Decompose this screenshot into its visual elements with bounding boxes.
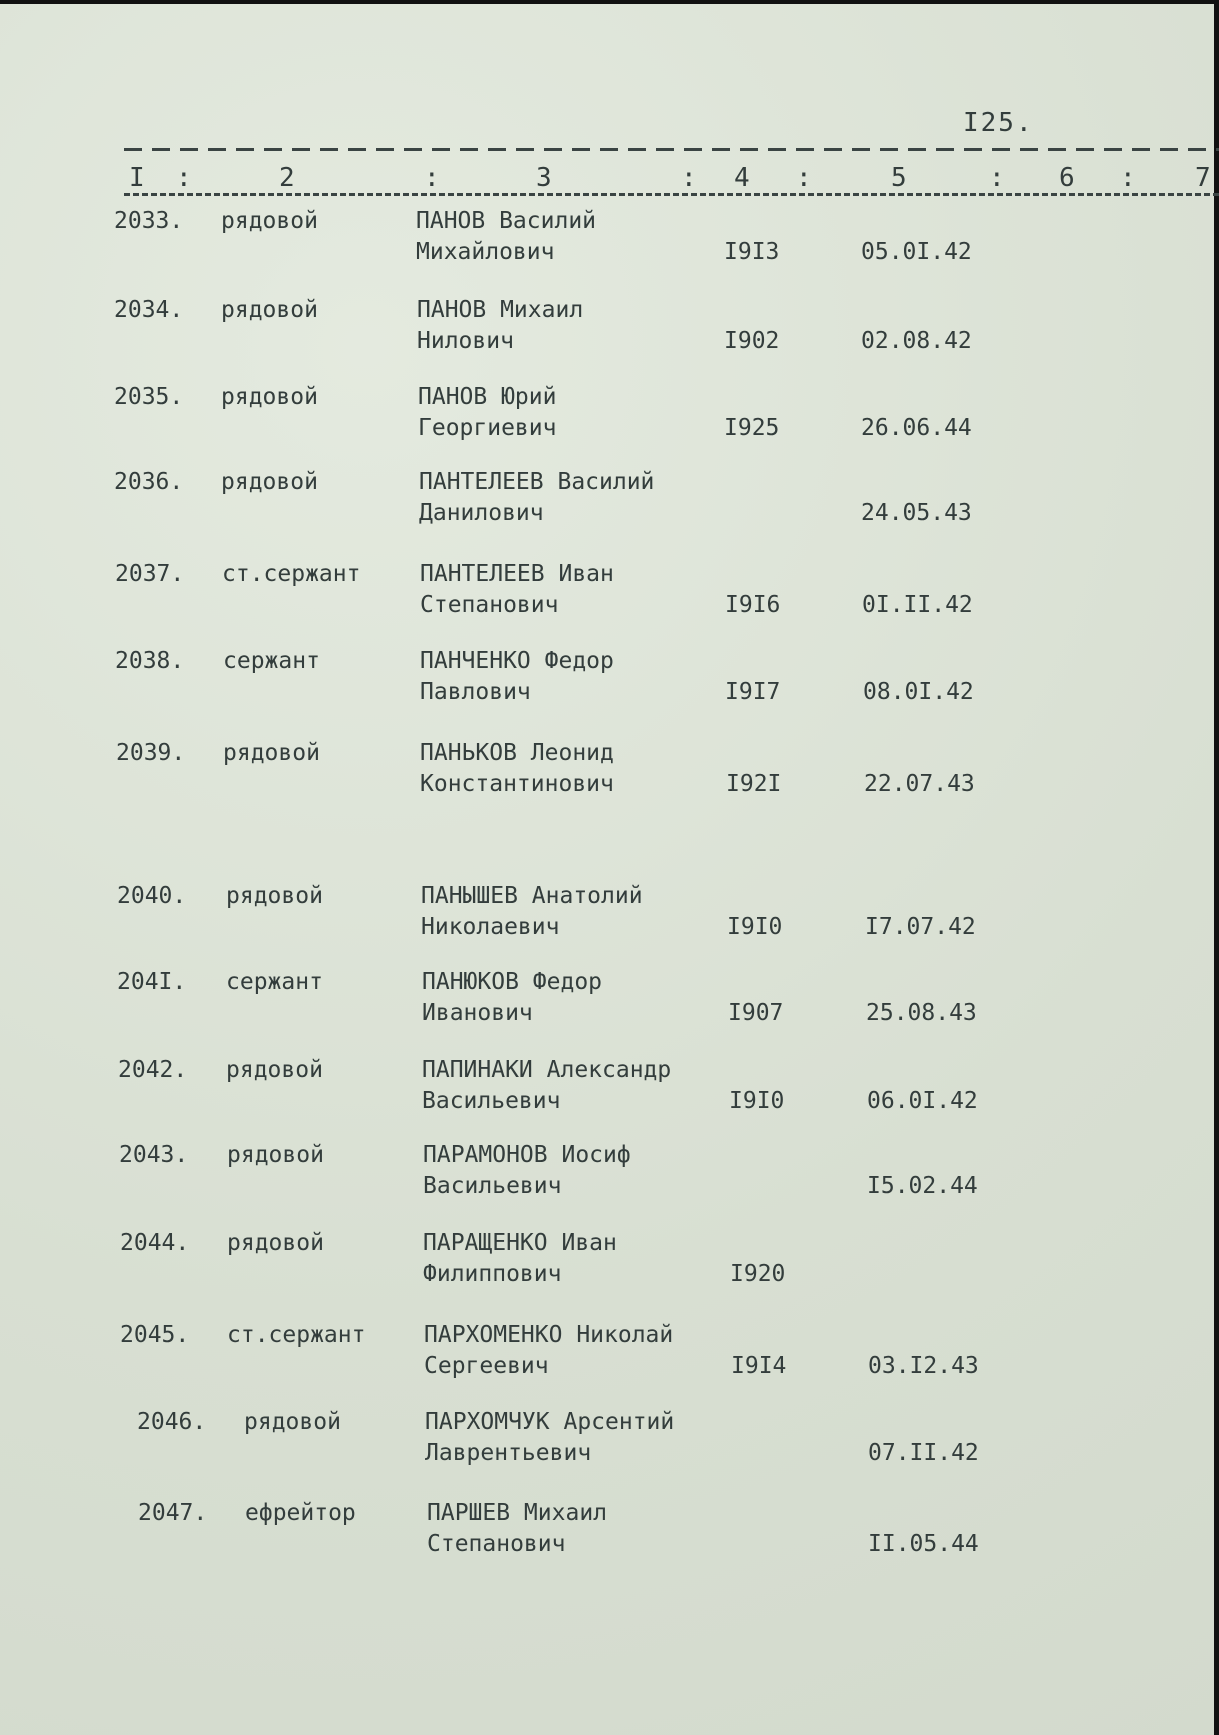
patronymic: Павлович bbox=[420, 679, 531, 705]
military-rank: ст.сержант bbox=[222, 561, 361, 587]
military-rank: рядовой bbox=[226, 1057, 323, 1083]
patronymic: Васильевич bbox=[423, 1173, 562, 1199]
military-rank: рядовой bbox=[226, 883, 323, 909]
patronymic: Степанович bbox=[420, 592, 559, 618]
surname-given-name: ПАНЮКОВ Федор bbox=[422, 969, 603, 995]
record-date: 22.07.43 bbox=[864, 771, 975, 797]
record-number: 2038. bbox=[115, 648, 185, 674]
column-header-row bbox=[124, 163, 1219, 196]
surname-given-name: ПАНОВ Юрий bbox=[418, 384, 557, 410]
table-row bbox=[0, 469, 1219, 531]
surname-given-name: ПАНОВ Михаил bbox=[417, 297, 584, 323]
military-rank: ефрейтор bbox=[245, 1500, 356, 1526]
birth-year: I925 bbox=[724, 415, 780, 441]
patronymic: Николаевич bbox=[421, 914, 560, 940]
surname-given-name: ПАНЧЕНКО Федор bbox=[420, 648, 614, 674]
patronymic: Сергеевич bbox=[424, 1353, 549, 1379]
record-number: 2035. bbox=[114, 384, 184, 410]
military-rank: рядовой bbox=[221, 384, 318, 410]
column-separator: : bbox=[424, 163, 440, 193]
surname-given-name: ПАНТЕЛЕЕВ Иван bbox=[420, 561, 614, 587]
surname-given-name: ПАРХОМЕНКО Николай bbox=[424, 1322, 674, 1348]
surname-given-name: ПАНОВ Василий bbox=[416, 208, 597, 234]
table-row bbox=[0, 208, 1219, 270]
military-rank: ст.сержант bbox=[227, 1322, 366, 1348]
surname-given-name: ПАРХОМЧУК Арсентий bbox=[425, 1409, 675, 1435]
column-header: 7 bbox=[1195, 163, 1211, 193]
record-date: 03.I2.43 bbox=[868, 1353, 979, 1379]
military-rank: сержант bbox=[226, 969, 323, 995]
record-number: 2036. bbox=[114, 469, 184, 495]
record-number: 2033. bbox=[114, 208, 184, 234]
surname-given-name: ПАПИНАКИ Александр bbox=[422, 1057, 672, 1083]
record-date: 24.05.43 bbox=[861, 500, 972, 526]
table-row bbox=[0, 883, 1219, 945]
surname-given-name: ПАРАМОНОВ Иосиф bbox=[423, 1142, 631, 1168]
table-row bbox=[0, 384, 1219, 446]
record-date: 02.08.42 bbox=[861, 328, 972, 354]
birth-year: I907 bbox=[728, 1000, 784, 1026]
birth-year: I9I0 bbox=[727, 914, 783, 940]
record-number: 2042. bbox=[118, 1057, 188, 1083]
table-row bbox=[0, 969, 1219, 1031]
table-row bbox=[0, 1142, 1219, 1204]
surname-given-name: ПАНЬКОВ Леонид bbox=[420, 740, 614, 766]
birth-year: I9I7 bbox=[725, 679, 781, 705]
record-date: II.05.44 bbox=[868, 1531, 979, 1557]
military-rank: рядовой bbox=[221, 208, 318, 234]
column-separator: : bbox=[681, 163, 697, 193]
patronymic: Константинович bbox=[420, 771, 614, 797]
birth-year: I9I4 bbox=[731, 1353, 787, 1379]
record-date: 08.0I.42 bbox=[863, 679, 974, 705]
column-header: I bbox=[129, 163, 145, 193]
record-date: I5.02.44 bbox=[867, 1173, 978, 1199]
surname-given-name: ПАРАЩЕНКО Иван bbox=[423, 1230, 617, 1256]
table-row bbox=[0, 648, 1219, 710]
military-rank: сержант bbox=[223, 648, 320, 674]
patronymic: Нилович bbox=[417, 328, 514, 354]
patronymic: Васильевич bbox=[422, 1088, 561, 1114]
patronymic: Георгиевич bbox=[418, 415, 557, 441]
record-number: 2045. bbox=[120, 1322, 190, 1348]
record-number: 2046. bbox=[137, 1409, 207, 1435]
page-number: I25. bbox=[963, 108, 1034, 138]
patronymic: Степанович bbox=[427, 1531, 566, 1557]
military-rank: рядовой bbox=[223, 740, 320, 766]
birth-year: I9I0 bbox=[729, 1088, 785, 1114]
table-row bbox=[0, 561, 1219, 623]
birth-year: I920 bbox=[730, 1261, 786, 1287]
header-top-rule bbox=[124, 148, 1219, 151]
table-row bbox=[0, 1322, 1219, 1384]
patronymic: Филиппович bbox=[423, 1261, 562, 1287]
table-row bbox=[0, 740, 1219, 802]
record-date: 25.08.43 bbox=[866, 1000, 977, 1026]
military-rank: рядовой bbox=[244, 1409, 341, 1435]
scan-edge-top bbox=[0, 0, 1219, 4]
record-number: 2047. bbox=[138, 1500, 208, 1526]
patronymic: Данилович bbox=[419, 500, 544, 526]
record-number: 204I. bbox=[117, 969, 187, 995]
birth-year: I92I bbox=[726, 771, 782, 797]
record-date: 26.06.44 bbox=[861, 415, 972, 441]
record-number: 2039. bbox=[116, 740, 186, 766]
record-date: 06.0I.42 bbox=[867, 1088, 978, 1114]
surname-given-name: ПАРШЕВ Михаил bbox=[427, 1500, 608, 1526]
surname-given-name: ПАНЫШЕВ Анатолий bbox=[421, 883, 643, 909]
column-header: 3 bbox=[536, 163, 552, 193]
patronymic: Лаврентьевич bbox=[425, 1440, 592, 1466]
table-row bbox=[0, 297, 1219, 359]
table-row bbox=[0, 1057, 1219, 1119]
record-number: 2043. bbox=[119, 1142, 189, 1168]
military-rank: рядовой bbox=[227, 1142, 324, 1168]
record-date: 05.0I.42 bbox=[861, 239, 972, 265]
record-date: 07.II.42 bbox=[868, 1440, 979, 1466]
column-separator: : bbox=[176, 163, 192, 193]
record-number: 2034. bbox=[114, 297, 184, 323]
column-separator: : bbox=[796, 163, 812, 193]
column-separator: : bbox=[1120, 163, 1136, 193]
column-header: 4 bbox=[734, 163, 750, 193]
military-rank: рядовой bbox=[221, 297, 318, 323]
birth-year: I902 bbox=[724, 328, 780, 354]
surname-given-name: ПАНТЕЛЕЕВ Василий bbox=[419, 469, 655, 495]
birth-year: I9I3 bbox=[724, 239, 780, 265]
record-number: 2040. bbox=[117, 883, 187, 909]
table-row bbox=[0, 1409, 1219, 1471]
record-number: 2037. bbox=[115, 561, 185, 587]
patronymic: Михайлович bbox=[416, 239, 555, 265]
record-date: 0I.II.42 bbox=[862, 592, 973, 618]
column-header: 2 bbox=[279, 163, 295, 193]
record-number: 2044. bbox=[120, 1230, 190, 1256]
column-header: 5 bbox=[891, 163, 907, 193]
record-date: I7.07.42 bbox=[865, 914, 976, 940]
table-row bbox=[0, 1230, 1219, 1292]
column-separator: : bbox=[989, 163, 1005, 193]
table-row bbox=[0, 1500, 1219, 1562]
military-rank: рядовой bbox=[227, 1230, 324, 1256]
birth-year: I9I6 bbox=[725, 592, 781, 618]
military-rank: рядовой bbox=[221, 469, 318, 495]
column-header: 6 bbox=[1059, 163, 1075, 193]
patronymic: Иванович bbox=[422, 1000, 533, 1026]
